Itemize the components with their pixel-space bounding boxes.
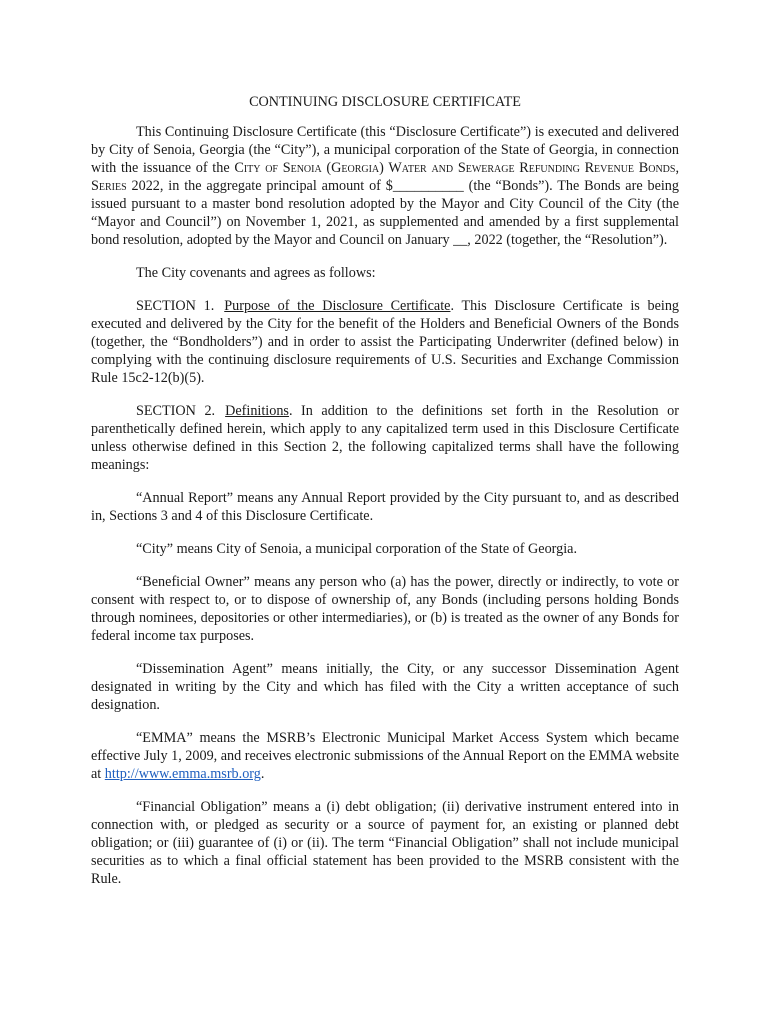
intro-paragraph — [91, 123, 679, 249]
definition-city: “City” means City of Senoia, a municipal corporation of the State of Georgia. — [136, 541, 578, 557]
section-1-body: . This Disclosure Certificate is being executed and delivered by the City for the benefit of the Holders and Beneficial Owners of the Bonds (together, the “Bondholders”) and in order to assist the Participating Underwriter (defined below) in complying with the continuing disclosure requirements of U.S. Securities and Exchange Commission Rule 15c2-12(b)(5). — [91, 298, 680, 386]
intro-text-1: This Continuing Disclosure Certificate (this “Disclosure Certificate”) is executed and delivered by City of Senoia, Georgia (the “City”), a municipal corporation of the State of Georgia, in connection with the issuance of the — [91, 124, 679, 176]
section-1-number: SECTION 1. — [136, 298, 215, 314]
definition-beneficial-owner: “Beneficial Owner” means any person who (a) has the power, directly or indirectly, to vote or consent with respect to, or to dispose of ownership of, any Bonds (including persons holding Bonds through nominees, depositories or other intermediaries), or (b) is treated as the owner of any Bonds for federal income tax purposes. — [91, 574, 679, 644]
bond-name: City of Senoia (Georgia) Water and Sewerage Refunding Revenue Bonds, Series — [91, 160, 679, 194]
intro-text-2: 2022, in the aggregate principal amount of $__________ (the “Bonds”). The Bonds are being issued pursuant to a master bond resolution adopted by the Mayor and City Council of the City (the “Mayor and Council”) on November 1, 2021, as supplemented and amended by a first supplemental bond resolution, adopted by the Mayor and Council on January __, 2022 (together, the “Resolution”). — [91, 178, 679, 248]
emma-end: . — [260, 766, 265, 782]
section-2-body: . In addition to the definitions set forth in the Resolution or parenthetically defined herein, which apply to any capitalized term used in this Disclosure Certificate unless otherwise defined in this Section 2, the following capitalized terms shall have the following meanings: — [91, 403, 680, 473]
section-2-paragraph — [91, 402, 679, 474]
covenant-paragraph: The City covenants and agrees as follows: — [136, 265, 376, 281]
document-title: CONTINUING DISCLOSURE CERTIFICATE — [249, 94, 521, 110]
definition-financial-obligation: “Financial Obligation” means a (i) debt obligation; (ii) derivative instrument entered into in connection with, or pledged as security or a source of payment for, an existing or planned debt obligation; or (iii) guarantee of (i) or (ii). The term “Financial Obligation” shall not include municipal securities as to which a final official statement has been provided to the MSRB consistent with the Rule. — [91, 799, 679, 887]
definition-annual-report: “Annual Report” means any Annual Report provided by the City pursuant to, and as described in, Sections 3 and 4 of this Disclosure Certificate. — [91, 490, 679, 524]
emma-website-link[interactable]: http://www.emma.msrb.org — [104, 766, 261, 782]
emma-text: “EMMA” means the MSRB’s Electronic Municipal Market Access System which became effective July 1, 2009, and receives electronic submissions of the Annual Report on the EMMA website at — [91, 730, 679, 782]
section-1-heading: Purpose of the Disclosure Certificate — [224, 298, 451, 314]
definition-emma — [91, 729, 679, 783]
section-2-heading: Definitions — [225, 403, 289, 419]
definition-dissemination-agent: “Dissemination Agent” means initially, the City, or any successor Dissemination Agent designated in writing by the City and which has filed with the City a written acceptance of such designation. — [91, 661, 679, 713]
section-2-number: SECTION 2. — [136, 403, 216, 419]
document-page — [91, 93, 679, 888]
section-1-paragraph — [91, 297, 679, 387]
